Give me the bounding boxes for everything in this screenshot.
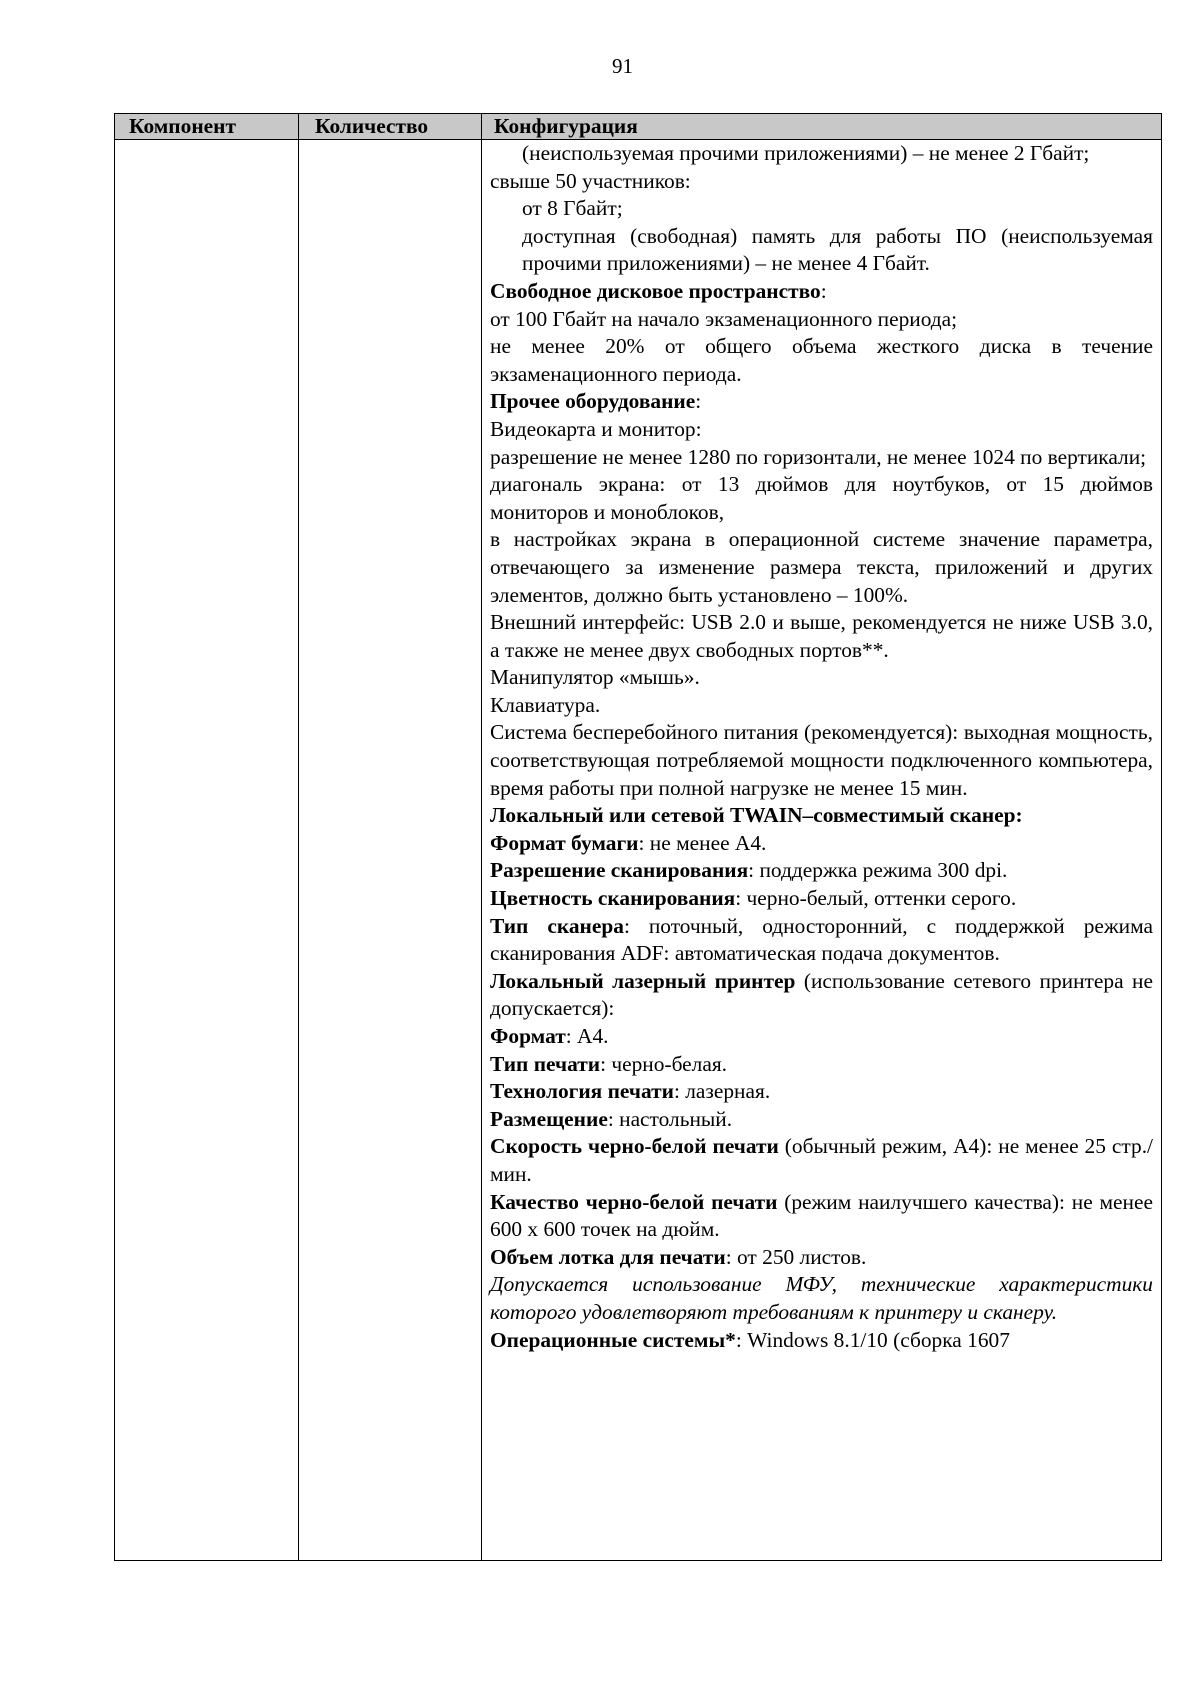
config-term: Прочее оборудование: [490, 389, 696, 414]
config-paragraph: [490, 1189, 1153, 1244]
table-header-row: [115, 114, 1162, 140]
config-text: : настольный.: [607, 1106, 733, 1131]
config-paragraph: [490, 692, 1153, 720]
config-text: : поточный, односторонний, с поддержкой режима сканирования ADF: автоматическая подача документов.: [490, 913, 1153, 966]
config-text: свыше 50 участников:: [490, 168, 691, 193]
config-paragraph: [490, 168, 1153, 196]
config-term: Размещение: [490, 1106, 608, 1131]
config-paragraph: [490, 1023, 1153, 1051]
config-paragraph: [490, 830, 1153, 858]
config-text: разрешение не менее 1280 по горизонтали, не менее 1024 по вертикали;: [490, 444, 1147, 469]
config-text: от 100 Гбайт на начало экзаменационного периода;: [490, 306, 958, 331]
header-configuration: Конфигурация: [482, 114, 1162, 140]
config-paragraph: [490, 968, 1153, 1023]
header-quantity: Количество: [299, 114, 482, 140]
config-paragraph: [490, 306, 1153, 334]
config-paragraph: [490, 885, 1153, 913]
config-term: Операционные системы*: [490, 1327, 736, 1352]
config-paragraph: [490, 195, 1153, 223]
config-paragraph: [490, 416, 1153, 444]
config-paragraph: [490, 471, 1153, 526]
component-cell: [115, 140, 299, 1561]
page-number: 91: [612, 54, 633, 78]
config-paragraph: [490, 1051, 1153, 1079]
config-term: Тип сканера: [490, 913, 624, 938]
config-paragraph: [490, 802, 1153, 830]
config-term: Объем лотка для печати: [490, 1244, 726, 1269]
config-text: : черно-белый, оттенки серого.: [735, 886, 1017, 911]
config-term: Тип печати: [490, 1051, 601, 1076]
config-text: : от 250 листов.: [725, 1244, 867, 1269]
config-text: диагональ экрана: от 13 дюймов для ноутбуков, от 15 дюймов мониторов и моноблоков,: [490, 472, 1153, 524]
config-text: : А4.: [565, 1024, 609, 1048]
config-paragraph: [490, 719, 1153, 802]
config-term: Технология печати: [490, 1079, 674, 1104]
config-text: Клавиатура.: [490, 692, 601, 717]
config-text: : поддержка режима 300 dpi.: [748, 858, 1008, 883]
config-text: :: [695, 389, 702, 414]
config-paragraph: [490, 278, 1153, 306]
requirements-table: [114, 113, 1162, 1561]
config-paragraph: [490, 913, 1153, 968]
table-row: [115, 140, 1162, 1561]
config-term: Свободное дисковое пространство: [490, 278, 821, 303]
config-term: Локальный лазерный принтер: [490, 968, 796, 993]
config-term: Формат: [490, 1024, 566, 1048]
config-text: (обычный режим, А4): не менее 25 стр./мин.: [490, 1134, 1153, 1186]
config-text: Внешний интерфейс: USB 2.0 и выше, рекомендуется не ниже USB 3.0, а также не менее двух свободных портов**.: [490, 610, 1153, 662]
config-paragraph: [490, 1271, 1153, 1326]
config-paragraph: [490, 664, 1153, 692]
config-term: Скорость черно-белой печати: [490, 1134, 779, 1159]
config-paragraph: [490, 140, 1153, 168]
config-term: Формат бумаги: [490, 830, 639, 855]
config-text: : лазерная.: [673, 1079, 771, 1104]
config-text: не менее 20% от общего объема жесткого диска в течение экзаменационного периода.: [490, 334, 1153, 386]
config-text: Манипулятор «мышь».: [490, 665, 700, 690]
config-term: Разрешение сканирования: [490, 858, 749, 883]
configuration-cell: [482, 140, 1162, 1561]
config-paragraph: [490, 857, 1153, 885]
config-paragraph: [490, 1327, 1153, 1355]
configuration-text: [490, 140, 1153, 1354]
config-paragraph: [490, 1106, 1153, 1134]
config-text: в настройках экрана в операционной системе значение параметра, отвечающего за изменение размера текста, приложений и других элементов, должно быть установлено – 100%.: [490, 527, 1153, 607]
config-paragraph: [490, 609, 1153, 664]
config-term: Локальный или сетевой TWAIN–совместимый сканер:: [490, 803, 1023, 828]
config-text: доступная (свободная) память для работы ПО (неиспользуемая прочими приложениями) – не менее 4 Гбайт.: [522, 223, 1153, 276]
config-text: (режим наилучшего качества): не менее 600 х 600 точек на дюйм.: [490, 1189, 1153, 1242]
config-text: : черно-белая.: [600, 1051, 728, 1076]
config-text: Система бесперебойного питания (рекомендуется): выходная мощность, соответствующая потребляемой мощности подключенного компьютера, время работы при полной нагрузке не менее 15 мин.: [490, 720, 1153, 800]
quantity-cell: [299, 140, 482, 1561]
config-text: : не менее А4.: [638, 830, 767, 855]
config-paragraph: [490, 223, 1153, 278]
config-text: Допускается использование МФУ, технические характеристики которого удовлетворяют требованиям к принтеру и сканеру.: [490, 1272, 1153, 1324]
config-paragraph: [490, 526, 1153, 609]
config-paragraph: [490, 1078, 1153, 1106]
config-text: :: [820, 278, 827, 303]
config-text: (использование сетевого принтера не допускается):: [490, 968, 1153, 1021]
config-paragraph: [490, 333, 1153, 388]
config-paragraph: [490, 388, 1153, 416]
config-paragraph: [490, 1133, 1153, 1188]
config-text: Видеокарта и монитор:: [490, 416, 702, 441]
config-text: (неиспользуемая прочими приложениями) – не менее 2 Гбайт;: [522, 141, 1090, 165]
config-text: : Windows 8.1/10 (сборка 1607: [735, 1327, 1010, 1352]
config-term: Качество черно-белой печати: [490, 1189, 778, 1214]
config-paragraph: [490, 444, 1153, 472]
header-component: Компонент: [115, 114, 299, 140]
config-paragraph: [490, 1244, 1153, 1272]
config-text: от 8 Гбайт;: [522, 196, 623, 221]
config-term: Цветность сканирования: [490, 886, 736, 911]
